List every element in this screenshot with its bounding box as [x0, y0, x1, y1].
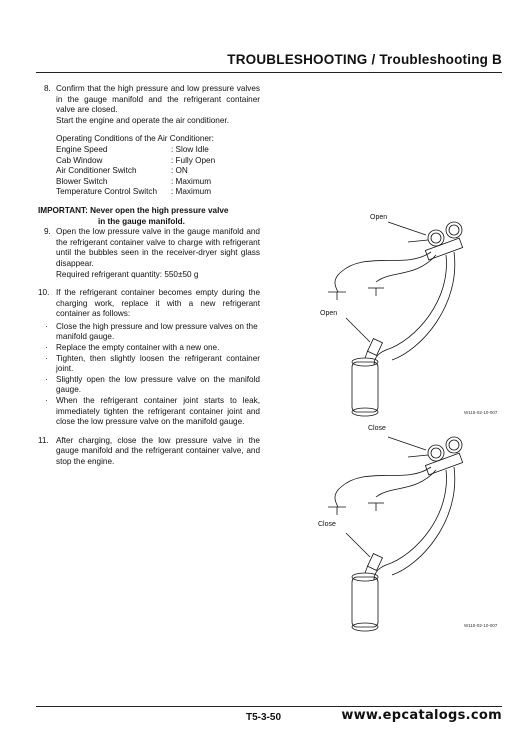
- condition-value: : Fully Open: [171, 155, 216, 165]
- step-text: After charging, close the low pressure valve in the gauge manifold and the refrigerant container valve, and stop the engine.: [56, 435, 260, 466]
- conditions-heading: Operating Conditions of the Air Conditioner:: [56, 134, 214, 144]
- step-text: Open the low pressure valve in the gauge manifold and the refrigerant container valve to charge with refrigerant until the bubbles seen in the receiver-dryer sight glass disappear.: [56, 227, 260, 268]
- charging-diagram-close: [296, 415, 506, 640]
- condition-label: Cab Window: [56, 155, 103, 165]
- condition-value: : Slow Idle: [171, 144, 209, 154]
- bullet-list: [38, 322, 260, 428]
- list-item: · Replace the empty container with a new one.: [45, 343, 220, 353]
- bullet-text: Slightly open the low pressure valve on the manifold gauge.: [56, 374, 260, 395]
- step-number: 11.: [38, 435, 49, 445]
- valve-label: Open: [320, 310, 338, 317]
- condition-value: : Maximum: [171, 176, 212, 186]
- condition-label: Engine Speed: [56, 144, 108, 154]
- bullet-text: Replace the empty container with a new one.: [56, 343, 220, 353]
- step-text: Confirm that the high pressure and low pressure valves in the gauge manifold and the refrigerant container valve are closed.: [56, 84, 260, 115]
- valve-label: Close: [368, 425, 386, 432]
- condition-row: [56, 187, 260, 198]
- condition-label: Blower Switch: [56, 176, 108, 186]
- bullet-text: Tighten, then slightly loosen the refrigerant container joint.: [56, 353, 260, 374]
- bullet-text: Close the high pressure and low pressure valves on the manifold gauge.: [56, 321, 258, 342]
- condition-row: [56, 166, 260, 177]
- watermark: www.epcatalogs.com: [341, 708, 502, 723]
- condition-row: [56, 177, 260, 188]
- step-text: Start the engine and operate the air conditioner.: [56, 115, 229, 125]
- step-9: [38, 227, 260, 280]
- header-divider: [36, 72, 502, 73]
- condition-value: : Maximum: [171, 187, 212, 197]
- list-item: · When the refrigerant container joint starts to leak, immediately tighten the refrigerant container joint and close the low pressure valve on the manifold gauge.: [45, 396, 260, 427]
- condition-row: [56, 156, 260, 167]
- condition-value: : ON: [171, 166, 188, 176]
- instructions-column: [38, 84, 260, 468]
- step-text: Required refrigerant quantity: 550±50 g: [56, 269, 199, 279]
- valve-label: Close: [318, 521, 336, 528]
- condition-label: Temperature Control Switch: [56, 187, 158, 197]
- valve-label: Open: [370, 214, 388, 221]
- important-line: in the gauge manifold.: [98, 216, 185, 226]
- step-number: 8.: [44, 84, 51, 93]
- step-10: [38, 288, 260, 320]
- operating-conditions: [56, 134, 260, 198]
- condition-row: [56, 145, 260, 156]
- condition-label: Air Conditioner Switch: [56, 166, 137, 176]
- step-text: If the refrigerant container becomes empty during the charging work, replace it with a new refrigerant container as follows:: [56, 288, 260, 319]
- list-item: · Slightly open the low pressure valve on the manifold gauge.: [45, 374, 260, 395]
- footer-divider: [36, 706, 502, 707]
- figure-code: W115-02-10-007: [464, 623, 498, 628]
- list-item: · Tighten, then slightly loosen the refrigerant container joint.: [45, 353, 260, 374]
- page-title: TROUBLESHOOTING / Troubleshooting B: [227, 52, 502, 67]
- list-item: · Close the high pressure and low pressure valves on the manifold gauge.: [45, 321, 258, 342]
- step-8: [38, 84, 260, 126]
- step-number: 10.: [38, 288, 50, 298]
- charging-diagram-open: [296, 200, 506, 425]
- step-number: 9.: [44, 227, 51, 237]
- figure-code: W115-02-10-007: [464, 410, 498, 415]
- page-number: T5-3-50: [246, 712, 282, 723]
- step-11: [38, 436, 260, 468]
- important-note: [38, 206, 260, 227]
- bullet-text: When the refrigerant container joint starts to leak, immediately tighten the refrigerant container joint and close the low pressure valve on the manifold gauge.: [56, 396, 260, 427]
- important-line: IMPORTANT: Never open the high pressure valve: [38, 205, 229, 215]
